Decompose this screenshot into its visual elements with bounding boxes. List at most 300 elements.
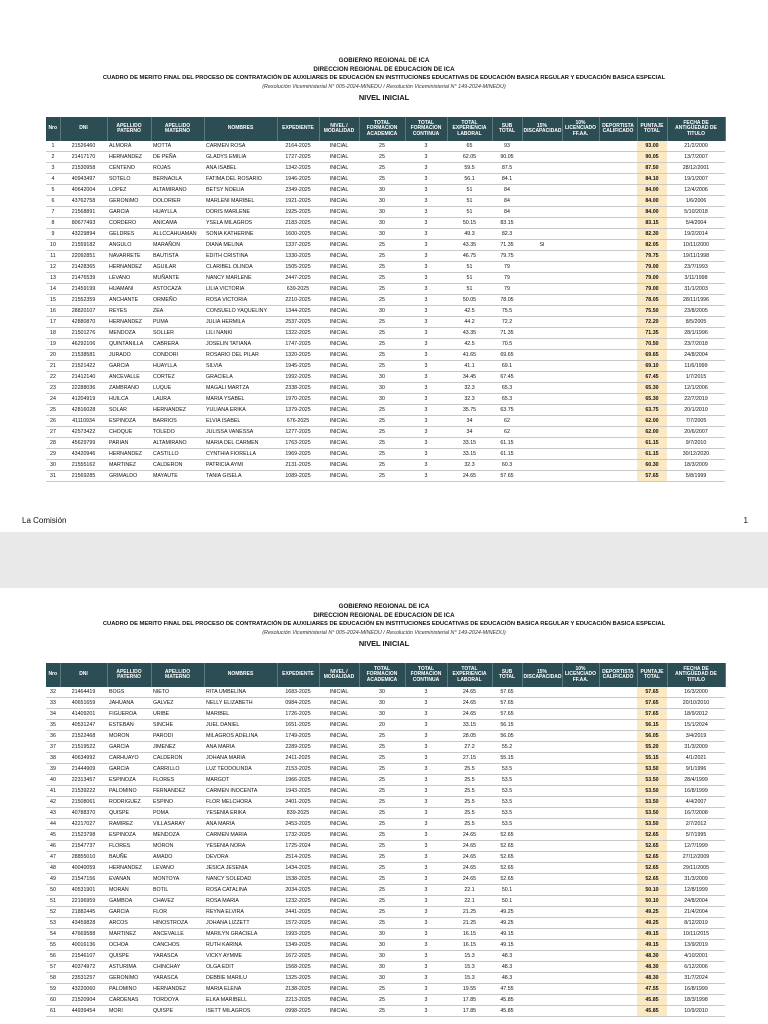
cell-expediente: 1732-2025 xyxy=(277,830,319,841)
cell-deportista xyxy=(599,284,637,295)
cell-fecha-titulo: 5/8/1999 xyxy=(667,471,725,482)
cell-nivel: INICIAL xyxy=(319,698,359,709)
cell-nro: 44 xyxy=(46,819,60,830)
cell-deportista xyxy=(599,742,637,753)
cell-nivel: INICIAL xyxy=(319,907,359,918)
cell-materno: CHAVEZ xyxy=(151,896,204,907)
cell-subtotal: 52.65 xyxy=(492,852,522,863)
cell-expediente: 1651-2025 xyxy=(277,720,319,731)
column-header-nivel: NIVEL / MODALIDAD xyxy=(319,663,359,687)
cell-nombres: BETSY NOELIA xyxy=(204,185,277,196)
cell-expediente: 1568-2025 xyxy=(277,962,319,973)
cell-experiencia-laboral: 24.65 xyxy=(447,471,492,482)
cell-dni: 43420946 xyxy=(60,449,107,460)
cell-deportista xyxy=(599,929,637,940)
cell-formacion-academica: 30 xyxy=(359,207,405,218)
cell-nombres: REYNA ELVIRA xyxy=(204,907,277,918)
cell-dni: 22092851 xyxy=(60,251,107,262)
cell-deportista xyxy=(599,907,637,918)
cell-materno: ALLCCAHUAMAN xyxy=(151,229,204,240)
cell-discapacidad xyxy=(522,372,562,383)
cell-deportista xyxy=(599,995,637,1006)
cell-nivel: INICIAL xyxy=(319,885,359,896)
cell-nro: 51 xyxy=(46,896,60,907)
cell-licenciado xyxy=(562,383,599,394)
cell-nro: 48 xyxy=(46,863,60,874)
cell-nro: 43 xyxy=(46,808,60,819)
cell-nombres: JOHANA MARIA xyxy=(204,753,277,764)
cell-deportista xyxy=(599,361,637,372)
table-row xyxy=(46,874,725,885)
cell-fecha-titulo: 1/6/2006 xyxy=(667,196,725,207)
cell-formacion-academica: 30 xyxy=(359,940,405,951)
cell-expediente: 1970-2025 xyxy=(277,394,319,405)
cell-experiencia-laboral: 51 xyxy=(447,196,492,207)
cell-formacion-academica: 25 xyxy=(359,896,405,907)
cell-paterno: OCHOA xyxy=(107,940,151,951)
cell-paterno: FIGUEROA xyxy=(107,709,151,720)
cell-puntaje-total: 78.05 xyxy=(637,295,667,306)
cell-materno: QUISPE xyxy=(151,1006,204,1017)
cell-formacion-academica: 25 xyxy=(359,427,405,438)
cell-experiencia-laboral: 59.5 xyxy=(447,163,492,174)
table-row xyxy=(46,207,725,218)
cell-experiencia-laboral: 19.55 xyxy=(447,984,492,995)
cell-nivel: INICIAL xyxy=(319,874,359,885)
cell-materno: CANCHOS xyxy=(151,940,204,951)
cell-dni: 21539222 xyxy=(60,786,107,797)
cell-experiencia-laboral: 34 xyxy=(447,427,492,438)
cell-nro: 12 xyxy=(46,262,60,273)
cell-formacion-academica: 25 xyxy=(359,339,405,350)
cell-nombres: GLADYS EMILIA xyxy=(204,152,277,163)
cell-formacion-continua: 3 xyxy=(405,973,447,984)
cell-expediente: 2514-2025 xyxy=(277,852,319,863)
cell-materno: SINCHE xyxy=(151,720,204,731)
cell-nro: 18 xyxy=(46,328,60,339)
cell-expediente: 1945-2025 xyxy=(277,361,319,372)
cell-licenciado xyxy=(562,350,599,361)
cell-nivel: INICIAL xyxy=(319,317,359,328)
cell-nombres: MAGALI MARTZA xyxy=(204,383,277,394)
cell-dni: 40531901 xyxy=(60,885,107,896)
cell-nombres: JESICA JESENIA xyxy=(204,863,277,874)
cell-nro: 15 xyxy=(46,295,60,306)
table-row xyxy=(46,830,725,841)
cell-experiencia-laboral: 65 xyxy=(447,141,492,152)
column-header-paterno: APELLIDO PATERNO xyxy=(107,663,151,687)
cell-puntaje-total: 48.30 xyxy=(637,962,667,973)
cell-expediente: 2034-2025 xyxy=(277,885,319,896)
cell-formacion-academica: 30 xyxy=(359,394,405,405)
cell-nombres: MARGOT xyxy=(204,775,277,786)
cell-dni: 21428365 xyxy=(60,262,107,273)
cell-subtotal: 79.75 xyxy=(492,251,522,262)
cell-formacion-academica: 25 xyxy=(359,471,405,482)
cell-puntaje-total: 53.50 xyxy=(637,808,667,819)
cell-materno: URIBE xyxy=(151,709,204,720)
cell-experiencia-laboral: 15.3 xyxy=(447,951,492,962)
cell-licenciado xyxy=(562,295,599,306)
cell-expediente: 2164-2025 xyxy=(277,141,319,152)
cell-formacion-continua: 3 xyxy=(405,438,447,449)
cell-experiencia-laboral: 50.05 xyxy=(447,295,492,306)
table-row xyxy=(46,852,725,863)
cell-formacion-academica: 25 xyxy=(359,1006,405,1017)
cell-paterno: RODRIGUEZ xyxy=(107,797,151,808)
table-row xyxy=(46,940,725,951)
cell-materno: ASTOCAZA xyxy=(151,284,204,295)
cell-deportista xyxy=(599,819,637,830)
cell-licenciado xyxy=(562,852,599,863)
cell-licenciado xyxy=(562,885,599,896)
cell-deportista xyxy=(599,863,637,874)
table-row xyxy=(46,984,725,995)
cell-expediente: 2131-2025 xyxy=(277,460,319,471)
cell-experiencia-laboral: 41.1 xyxy=(447,361,492,372)
cell-dni: 21555162 xyxy=(60,460,107,471)
cell-materno: DOLORIER xyxy=(151,196,204,207)
cell-licenciado xyxy=(562,830,599,841)
cell-formacion-academica: 25 xyxy=(359,174,405,185)
cell-nivel: INICIAL xyxy=(319,951,359,962)
cell-dni: 21522468 xyxy=(60,731,107,742)
cell-paterno: HUILCA xyxy=(107,394,151,405)
cell-nombres: DEVORA xyxy=(204,852,277,863)
cell-subtotal: 55.15 xyxy=(492,753,522,764)
cell-dni: 43220060 xyxy=(60,984,107,995)
cell-experiencia-laboral: 15.3 xyxy=(447,973,492,984)
cell-expediente: 2401-2025 xyxy=(277,797,319,808)
cell-nro: 47 xyxy=(46,852,60,863)
cell-nro: 14 xyxy=(46,284,60,295)
cell-nombres: MARLENI MARIBEL xyxy=(204,196,277,207)
cell-paterno: CARDENAS xyxy=(107,995,151,1006)
cell-experiencia-laboral: 24.65 xyxy=(447,709,492,720)
cell-deportista xyxy=(599,896,637,907)
cell-materno: LUQUE xyxy=(151,383,204,394)
cell-licenciado xyxy=(562,207,599,218)
cell-formacion-academica: 25 xyxy=(359,273,405,284)
cell-nro: 45 xyxy=(46,830,60,841)
cell-formacion-academica: 25 xyxy=(359,742,405,753)
cell-dni: 41409201 xyxy=(60,709,107,720)
table-header-row xyxy=(46,663,725,687)
cell-nro: 4 xyxy=(46,174,60,185)
cell-discapacidad xyxy=(522,830,562,841)
cell-expediente: 1505-2025 xyxy=(277,262,319,273)
cell-expediente: 639-2025 xyxy=(277,284,319,295)
cell-materno: MAYAUTE xyxy=(151,471,204,482)
cell-formacion-continua: 3 xyxy=(405,775,447,786)
column-header-materno: APELLIDO MATERNO xyxy=(151,663,204,687)
cell-puntaje-total: 53.50 xyxy=(637,797,667,808)
cell-formacion-continua: 3 xyxy=(405,797,447,808)
cell-nombres: CARMEN INOCENTA xyxy=(204,786,277,797)
cell-dni: 21501276 xyxy=(60,328,107,339)
cell-experiencia-laboral: 16.15 xyxy=(447,929,492,940)
cell-nivel: INICIAL xyxy=(319,240,359,251)
cell-puntaje-total: 57.65 xyxy=(637,698,667,709)
cell-paterno: BOGS xyxy=(107,687,151,698)
column-header-formacion-academica: TOTAL FORMACION ACADEMICA xyxy=(359,117,405,141)
cell-materno: MUÑANTE xyxy=(151,273,204,284)
cell-formacion-academica: 25 xyxy=(359,416,405,427)
cell-nivel: INICIAL xyxy=(319,995,359,1006)
cell-materno: CONDORI xyxy=(151,350,204,361)
cell-materno: GALVEZ xyxy=(151,698,204,709)
cell-paterno: QUINTANILLA xyxy=(107,339,151,350)
cell-dni: 43762758 xyxy=(60,196,107,207)
cell-formacion-academica: 30 xyxy=(359,962,405,973)
cell-dni: 80677493 xyxy=(60,218,107,229)
cell-dni: 41110934 xyxy=(60,416,107,427)
cell-fecha-titulo: 28/4/1999 xyxy=(667,775,725,786)
cell-nombres: MILAGROS ADELINA xyxy=(204,731,277,742)
cell-subtotal: 63.75 xyxy=(492,405,522,416)
column-header-subtotal: SUB TOTAL xyxy=(492,663,522,687)
cell-subtotal: 49.15 xyxy=(492,929,522,940)
column-header-nro: Nro xyxy=(46,663,60,687)
cell-nro: 25 xyxy=(46,405,60,416)
cell-fecha-titulo: 2/7/2012 xyxy=(667,819,725,830)
cell-puntaje-total: 53.50 xyxy=(637,764,667,775)
cell-puntaje-total: 72.20 xyxy=(637,317,667,328)
cell-formacion-academica: 25 xyxy=(359,995,405,1006)
cell-formacion-continua: 3 xyxy=(405,229,447,240)
cell-formacion-continua: 3 xyxy=(405,940,447,951)
cell-paterno: GELDRES xyxy=(107,229,151,240)
cell-puntaje-total: 61.15 xyxy=(637,438,667,449)
cell-fecha-titulo: 18/3/2009 xyxy=(667,460,725,471)
cell-nro: 35 xyxy=(46,720,60,731)
cell-nivel: INICIAL xyxy=(319,438,359,449)
cell-expediente: 1322-2025 xyxy=(277,328,319,339)
cell-licenciado xyxy=(562,427,599,438)
cell-discapacidad xyxy=(522,251,562,262)
cell-licenciado xyxy=(562,372,599,383)
cell-nro: 57 xyxy=(46,962,60,973)
table-row xyxy=(46,218,725,229)
cell-subtotal: 67.45 xyxy=(492,372,522,383)
cell-puntaje-total: 48.30 xyxy=(637,973,667,984)
cell-puntaje-total: 45.85 xyxy=(637,1006,667,1017)
cell-nro: 60 xyxy=(46,995,60,1006)
cell-experiencia-laboral: 32.3 xyxy=(447,460,492,471)
cell-deportista xyxy=(599,471,637,482)
cell-formacion-continua: 3 xyxy=(405,185,447,196)
column-header-dni: DNI xyxy=(60,663,107,687)
cell-materno: BARRIOS xyxy=(151,416,204,427)
cell-paterno: ESPINOZA xyxy=(107,416,151,427)
cell-licenciado xyxy=(562,819,599,830)
cell-formacion-continua: 3 xyxy=(405,196,447,207)
cell-subtotal: 52.65 xyxy=(492,874,522,885)
cell-fecha-titulo: 16/8/1999 xyxy=(667,786,725,797)
cell-licenciado xyxy=(562,720,599,731)
cell-deportista xyxy=(599,372,637,383)
cell-dni: 40374972 xyxy=(60,962,107,973)
cell-nivel: INICIAL xyxy=(319,929,359,940)
cell-licenciado xyxy=(562,317,599,328)
cell-paterno: ANCHANTE xyxy=(107,295,151,306)
cell-fecha-titulo: 30/12/2020 xyxy=(667,449,725,460)
cell-experiencia-laboral: 27.15 xyxy=(447,753,492,764)
cell-subtotal: 84.1 xyxy=(492,174,522,185)
cell-experiencia-laboral: 32.3 xyxy=(447,394,492,405)
cell-nro: 31 xyxy=(46,471,60,482)
cell-licenciado xyxy=(562,196,599,207)
table-row xyxy=(46,284,725,295)
cell-formacion-continua: 3 xyxy=(405,830,447,841)
table-row xyxy=(46,863,725,874)
cell-fecha-titulo: 31/3/2009 xyxy=(667,742,725,753)
cell-nivel: INICIAL xyxy=(319,973,359,984)
cell-dni: 42816028 xyxy=(60,405,107,416)
cell-expediente: 2210-2025 xyxy=(277,295,319,306)
cell-licenciado xyxy=(562,742,599,753)
cell-formacion-academica: 30 xyxy=(359,185,405,196)
cell-nivel: INICIAL xyxy=(319,962,359,973)
footer-signature: La Comisión xyxy=(22,516,67,525)
cell-fecha-titulo: 9/1/1996 xyxy=(667,764,725,775)
cell-fecha-titulo: 18/9/2012 xyxy=(667,709,725,720)
cell-fecha-titulo: 31/1/2003 xyxy=(667,284,725,295)
cell-licenciado xyxy=(562,251,599,262)
cell-nivel: INICIAL xyxy=(319,808,359,819)
cell-expediente: 2153-2025 xyxy=(277,764,319,775)
cell-dni: 21520904 xyxy=(60,995,107,1006)
cell-paterno: QUISPE xyxy=(107,808,151,819)
column-header-nro: Nro xyxy=(46,117,60,141)
cell-materno: CABRERA xyxy=(151,339,204,350)
cell-formacion-continua: 3 xyxy=(405,350,447,361)
cell-discapacidad xyxy=(522,449,562,460)
cell-puntaje-total: 50.10 xyxy=(637,896,667,907)
cell-nivel: INICIAL xyxy=(319,207,359,218)
cell-experiencia-laboral: 42.5 xyxy=(447,306,492,317)
cell-subtotal: 82.3 xyxy=(492,229,522,240)
cell-puntaje-total: 55.15 xyxy=(637,753,667,764)
cell-materno: ALTAMIRANO xyxy=(151,438,204,449)
cell-experiencia-laboral: 15.3 xyxy=(447,962,492,973)
cell-expediente: 2447-2025 xyxy=(277,273,319,284)
cell-deportista xyxy=(599,764,637,775)
cell-subtotal: 45.85 xyxy=(492,995,522,1006)
cell-puntaje-total: 71.35 xyxy=(637,328,667,339)
cell-nivel: INICIAL xyxy=(319,383,359,394)
cell-subtotal: 61.15 xyxy=(492,449,522,460)
cell-nivel: INICIAL xyxy=(319,687,359,698)
cell-paterno: ESPINOZA xyxy=(107,775,151,786)
cell-materno: YARASCA xyxy=(151,951,204,962)
cell-licenciado xyxy=(562,731,599,742)
cell-expediente: 1330-2025 xyxy=(277,251,319,262)
cell-discapacidad xyxy=(522,764,562,775)
table-row xyxy=(46,185,725,196)
cell-licenciado xyxy=(562,918,599,929)
cell-fecha-titulo: 19/2/2014 xyxy=(667,229,725,240)
cell-licenciado xyxy=(562,709,599,720)
cell-nivel: INICIAL xyxy=(319,372,359,383)
cell-puntaje-total: 49.15 xyxy=(637,940,667,951)
cell-nivel: INICIAL xyxy=(319,918,359,929)
column-header-formacion-continua: TOTAL FORMACION CONTINUA xyxy=(405,117,447,141)
cell-fecha-titulo: 12/7/1999 xyxy=(667,841,725,852)
cell-nombres: SILVIA xyxy=(204,361,277,372)
cell-dni: 21559182 xyxy=(60,240,107,251)
cell-licenciado xyxy=(562,394,599,405)
cell-paterno: ZAMBRANO xyxy=(107,383,151,394)
cell-dni: 43229894 xyxy=(60,229,107,240)
cell-expediente: 1232-2025 xyxy=(277,896,319,907)
cell-subtotal: 69.1 xyxy=(492,361,522,372)
cell-formacion-academica: 20 xyxy=(359,720,405,731)
cell-puntaje-total: 52.65 xyxy=(637,841,667,852)
cell-nro: 61 xyxy=(46,1006,60,1017)
table-row xyxy=(46,764,725,775)
cell-licenciado xyxy=(562,240,599,251)
cell-experiencia-laboral: 43.35 xyxy=(447,328,492,339)
table-row xyxy=(46,361,725,372)
cell-fecha-titulo: 13/7/2007 xyxy=(667,152,725,163)
cell-nivel: INICIAL xyxy=(319,295,359,306)
cell-puntaje-total: 52.65 xyxy=(637,863,667,874)
cell-paterno: HERNANDEZ xyxy=(107,449,151,460)
cell-nro: 6 xyxy=(46,196,60,207)
cell-experiencia-laboral: 24.65 xyxy=(447,852,492,863)
cell-puntaje-total: 82.30 xyxy=(637,229,667,240)
header-institution: GOBIERNO REGIONAL DE ICA xyxy=(338,57,430,64)
cell-formacion-academica: 30 xyxy=(359,687,405,698)
cell-experiencia-laboral: 25.5 xyxy=(447,808,492,819)
cell-nombres: PATRICIA AYMI xyxy=(204,460,277,471)
cell-materno: MONTOYA xyxy=(151,874,204,885)
cell-fecha-titulo: 8/12/2019 xyxy=(667,918,725,929)
table-row xyxy=(46,973,725,984)
cell-experiencia-laboral: 34.45 xyxy=(447,372,492,383)
cell-dni: 21568891 xyxy=(60,207,107,218)
cell-subtotal: 56.05 xyxy=(492,731,522,742)
merit-table xyxy=(46,117,726,482)
cell-expediente: 1966-2025 xyxy=(277,775,319,786)
cell-materno: ZEA xyxy=(151,306,204,317)
cell-nro: 49 xyxy=(46,874,60,885)
cell-deportista xyxy=(599,251,637,262)
cell-nro: 8 xyxy=(46,218,60,229)
table-row xyxy=(46,438,725,449)
cell-deportista xyxy=(599,797,637,808)
cell-paterno: HERNANDEZ xyxy=(107,317,151,328)
cell-materno: MOTTA xyxy=(151,141,204,152)
cell-nivel: INICIAL xyxy=(319,896,359,907)
cell-formacion-academica: 30 xyxy=(359,709,405,720)
table-row xyxy=(46,141,725,152)
cell-formacion-academica: 25 xyxy=(359,449,405,460)
cell-discapacidad xyxy=(522,471,562,482)
cell-discapacidad xyxy=(522,841,562,852)
table-row xyxy=(46,460,725,471)
cell-nombres: FATIMA DEL ROSARIO xyxy=(204,174,277,185)
document-page-2 xyxy=(0,588,768,1024)
cell-dni: 40651659 xyxy=(60,698,107,709)
cell-nro: 39 xyxy=(46,764,60,775)
cell-formacion-academica: 25 xyxy=(359,731,405,742)
cell-formacion-continua: 3 xyxy=(405,687,447,698)
cell-expediente: 1725-2024 xyxy=(277,841,319,852)
cell-nivel: INICIAL xyxy=(319,819,359,830)
cell-deportista xyxy=(599,775,637,786)
